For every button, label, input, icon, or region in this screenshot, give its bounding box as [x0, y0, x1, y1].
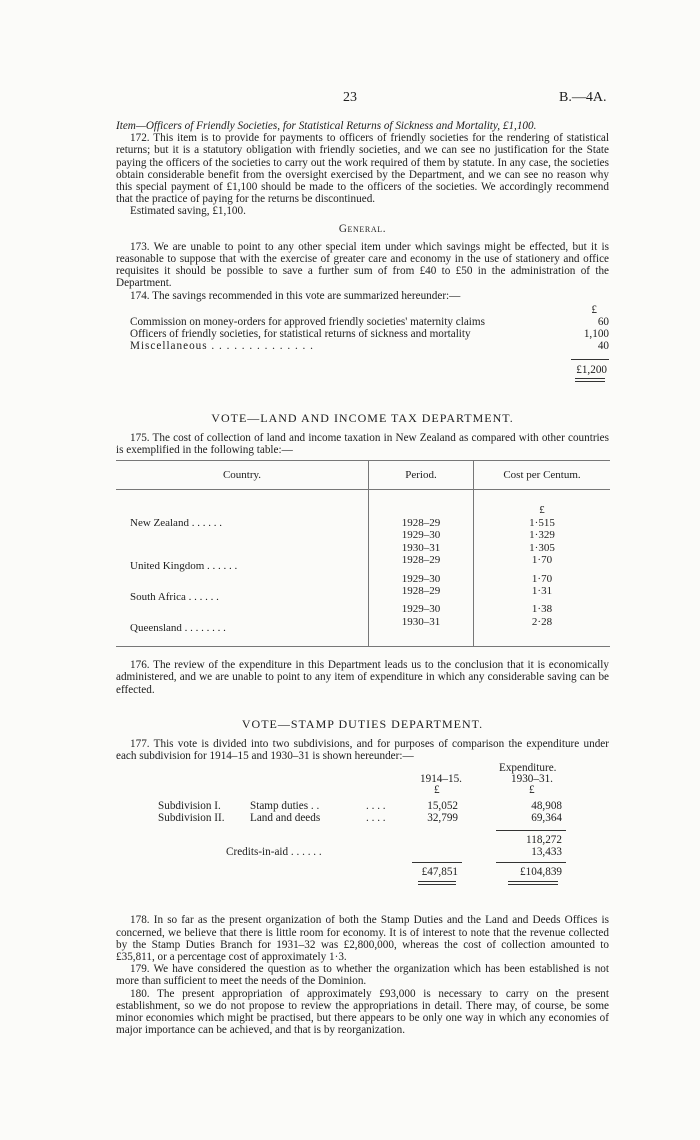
- summary-amount: 60: [597, 316, 609, 329]
- table-cell-country: South Africa . . . . . .: [116, 585, 369, 603]
- total-rule-1930: [496, 862, 566, 863]
- table-cell-country: New Zealand . . . . . .: [116, 517, 369, 529]
- table-cell-period: 1929–30: [369, 529, 474, 541]
- item-heading: Item—Officers of Friendly Societies, for Statistical Returns of Sickness and Mortality, £1,100.: [116, 120, 537, 132]
- subdivision-2-1930: 69,364: [531, 812, 562, 825]
- table-cell-country: [116, 573, 369, 585]
- stamp-duties-heading: VOTE—STAMP DUTIES DEPARTMENT.: [241, 716, 484, 731]
- table-cell-cost: 1·329: [529, 529, 555, 542]
- paragraph-176: 176. The review of the expenditure in this Department leads us to the conclusion that it is economically administered, and we are unable to point to any item of expenditure in which any considerable saving can be effected.: [116, 659, 609, 696]
- table-cell-cost: 1·31: [531, 584, 553, 597]
- table-cell-cost: 1·70: [531, 554, 553, 567]
- total-1914: £47,851: [421, 866, 458, 879]
- subdivision-1-dots: . . . .: [366, 800, 386, 813]
- subdivision-1-label: Subdivision I.: [158, 800, 221, 813]
- subdivision-2-1914: 32,799: [427, 812, 458, 825]
- summary-row: [116, 316, 609, 328]
- column-header-1914: 1914–15.: [420, 773, 462, 786]
- paragraph-173: 173. We are unable to point to any other special item under which savings might be effected, but it is reasonable to suppose that with the exercise of greater care and economy in the use of stationery and office requisites it should be possible to save a further sum of from £40 to £50 in the administration of the Department.: [116, 240, 609, 290]
- column-header-1930: 1930–31.: [511, 773, 553, 786]
- table-header-row: [116, 461, 610, 490]
- credits-in-aid-1930: 13,433: [531, 846, 562, 859]
- subdivision-1-name: Stamp duties . .: [250, 800, 320, 813]
- table-cell-country: Queensland . . . . . . . .: [116, 616, 369, 647]
- table-cell-country: [116, 529, 369, 541]
- paragraph-177: 177. This vote is divided into two subdivisions, and for purposes of comparison the expenditure under each subdivision for 1914–15 and 1930–31 is shown hereunder:—: [116, 737, 609, 763]
- table-currency: £: [539, 504, 545, 517]
- subdivision-1-1930: 48,908: [531, 800, 562, 813]
- column-header: Cost per Centum.: [474, 461, 611, 490]
- table-cell-country: United Kingdom . . . . . .: [116, 554, 369, 572]
- table-row: [116, 529, 610, 541]
- subdivision-2-name: Land and deeds: [250, 812, 321, 825]
- table-row: [116, 573, 610, 585]
- table-cell-period: 1929–30: [369, 603, 474, 615]
- general-heading: General.: [338, 222, 387, 235]
- page-number: 23: [343, 90, 357, 105]
- table-cell-cost: 1·70: [531, 572, 553, 585]
- expenditure-label: Expenditure.: [499, 762, 557, 775]
- credits-in-aid-label: Credits-in-aid . . . . . .: [226, 846, 322, 859]
- summary-row: [116, 340, 609, 352]
- total-double-rule-1914: [418, 881, 456, 885]
- subdivision-2-dots: . . . .: [366, 812, 386, 825]
- summary-rule: [571, 359, 609, 360]
- total-rule-1914: [412, 862, 462, 863]
- summary-total: £1,200: [576, 363, 607, 376]
- total-1930: £104,839: [520, 866, 562, 879]
- table-row: [116, 603, 610, 615]
- subtotal-1930: 118,272: [526, 834, 562, 847]
- paragraph-179: 179. We have considered the question as to whether the organization which has been established is not more than sufficient to meet the needs of the Dominion.: [116, 963, 609, 988]
- table-row: [116, 616, 610, 647]
- page-body: [116, 120, 609, 1036]
- table-cell-period: 1930–31: [369, 616, 474, 647]
- summary-amount: 1,100: [583, 328, 609, 341]
- table-cell-period: 1928–29: [369, 554, 474, 572]
- expenditure-table: [116, 762, 609, 914]
- paragraph-180: 180. The present appropriation of approximately £93,000 is necessary to carry on the present establishment, so we do not propose to review the appropriations in detail. There may, of course, be some minor economies which might be practised, but there appears to be only one way in which any economies of major importance can be achieved, and that is by reorganization.: [116, 987, 609, 1037]
- table-row: [116, 490, 610, 517]
- total-double-rule-1930: [508, 881, 558, 885]
- table-cell-country: [116, 603, 369, 615]
- column-header: Country.: [116, 461, 369, 490]
- table-cell-cost: 1·515: [529, 516, 555, 529]
- table-row: [116, 517, 610, 529]
- table-row: [116, 585, 610, 603]
- summary-desc: Officers of friendly societies, for statistical returns of sickness and mortality: [130, 328, 471, 341]
- paragraph-174: 174. The savings recommended in this vote are summarized hereunder:—: [130, 289, 461, 302]
- table-cell-period: 1929–30: [369, 573, 474, 585]
- summary-row: [116, 328, 609, 340]
- summary-desc: Miscellaneous . . . . . . . . . . . . . .: [130, 340, 314, 353]
- paragraph-175: 175. The cost of collection of land and income taxation in New Zealand as compared with other countries is exemplified in the following table:—: [116, 432, 609, 457]
- savings-summary: [116, 304, 609, 382]
- table-cell-cost: 2·28: [474, 616, 611, 647]
- table-cell-period: 1928–29: [369, 585, 474, 603]
- subtotal-rule: [496, 830, 566, 831]
- currency-1930: £: [529, 784, 535, 797]
- table-row: [116, 554, 610, 572]
- summary-amount: 40: [597, 340, 609, 353]
- subdivision-2-label: Subdivision II.: [158, 812, 225, 825]
- column-header: Period.: [369, 461, 474, 490]
- land-tax-heading: VOTE—LAND AND INCOME TAX DEPARTMENT.: [211, 410, 514, 425]
- document-reference: B.—4A.: [559, 90, 607, 105]
- table-cell-period: 1930–31: [369, 542, 474, 554]
- estimated-saving: Estimated saving, £1,100.: [130, 205, 246, 218]
- summary-double-rule: [575, 378, 605, 382]
- paragraph-178: 178. In so far as the present organization of both the Stamp Duties and the Land and Deeds Offices is concerned, we believe that there is little room for economy. It is of interest to note that the revenue collected by the Stamp Duties Branch for 1931–32 was £2,800,000, whereas the cost of collection amounted to £35,811, or a percentage cost of approximately 1·3.: [116, 914, 609, 963]
- table-cell-cost: 1·38: [531, 603, 553, 616]
- subdivision-1-1914: 15,052: [427, 800, 458, 813]
- currency-1914: £: [434, 784, 440, 797]
- cost-table: [116, 460, 610, 647]
- summary-desc: Commission on money-orders for approved friendly societies' maternity claims: [130, 316, 485, 329]
- paragraph-172: 172. This item is to provide for payments to officers of friendly societies for the rendering of statistical returns; but it is a statutory obligation with friendly societies, and we can see no justification for the State paying the officers of the societies to carry out the work required of them by statute. In any case, the societies obtain considerable benefit from the oversight exercised by the Department, and we can see no reason why this special payment of £1,100 should be made to the officers of the societies. We accordingly recommend that the practice of paying for the returns be discontinued.: [116, 132, 609, 206]
- summary-currency: £: [591, 303, 597, 316]
- table-cell-period: 1928–29: [369, 517, 474, 529]
- table-cell-country: [116, 542, 369, 554]
- table-row: [116, 542, 610, 554]
- table-cell-cost: 1·305: [529, 541, 555, 554]
